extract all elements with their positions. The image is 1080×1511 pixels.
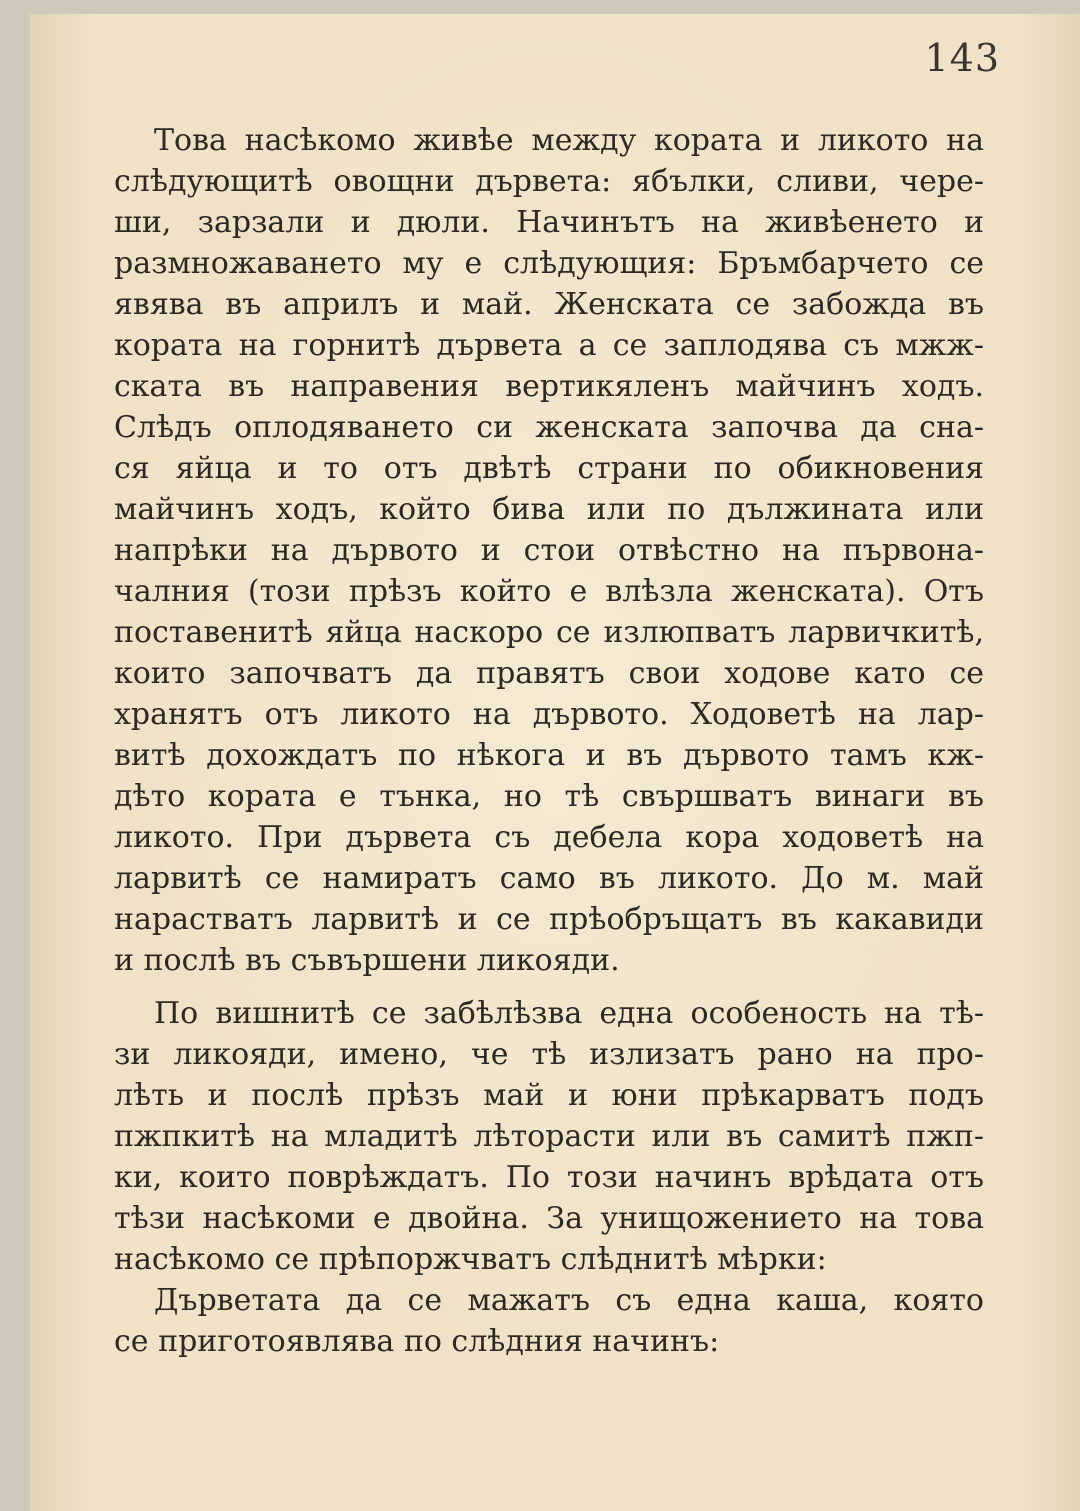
text-line: ликото. При дървета съ дебела кора ходоветѣ на: [114, 820, 984, 855]
text-line: тѣзи насѣкоми е двойна. За унищожението на това: [114, 1201, 984, 1236]
body-text: [114, 120, 984, 1362]
text-line: ся яйца и то отъ двѣтѣ страни по обикновения: [114, 451, 984, 486]
text-line: поставенитѣ яйца наскоро се излюпватъ ларвичкитѣ,: [114, 615, 984, 650]
text-line: нарастватъ ларвитѣ и се прѣобръщатъ въ какавиди: [114, 902, 984, 937]
text-line: зи ликояди, имено, че тѣ излизатъ рано на про-: [114, 1037, 984, 1072]
paragraph: [114, 120, 984, 981]
text-line: явява въ априлъ и май. Женската се забожда въ: [114, 287, 984, 322]
paragraph: [114, 993, 984, 1280]
text-line: Дърветата да се мажатъ съ една каша, която: [154, 1283, 984, 1318]
text-line: кората на горнитѣ дървета а се заплодява съ мжж-: [114, 328, 984, 363]
text-line: Това насѣкомо живѣе между кората и ликото на: [154, 123, 984, 158]
text-line: напрѣки на дървото и стои отвѣстно на първона-: [114, 533, 984, 568]
book-page: [30, 14, 1080, 1511]
text-line: размножаването му е слѣдующия: Бръмбарчето се: [114, 246, 984, 281]
text-line: ската въ направения вертикяленъ майчинъ ходъ.: [114, 369, 984, 404]
text-line: ши, зарзали и дюли. Начинътъ на живѣенето и: [114, 205, 984, 240]
text-line: хранятъ отъ ликото на дървото. Ходоветѣ на лар-: [114, 697, 984, 732]
text-line: майчинъ ходъ, който бива или по дължината или: [114, 492, 984, 527]
text-line: ки, които поврѣждатъ. По този начинъ врѣдата отъ: [114, 1160, 984, 1195]
text-line: витѣ дохождатъ по нѣкога и въ дървото тамъ кж-: [114, 738, 984, 773]
text-line: чалния (този прѣзъ който е влѣзла женската). Отъ: [114, 574, 984, 609]
text-line: ларвитѣ се намиратъ само въ ликото. До м. май: [114, 861, 984, 896]
text-line: се приготоявлява по слѣдния начинъ:: [114, 1324, 720, 1359]
text-line: които започватъ да правятъ свои ходове като се: [114, 656, 984, 691]
text-line: дѣто кората е тънка, но тѣ свършватъ винаги въ: [114, 779, 984, 814]
text-line: лѣть и послѣ прѣзъ май и юни прѣкарватъ подъ: [114, 1078, 984, 1113]
text-line: пжпкитѣ на младитѣ лѣторасти или въ самитѣ пжп-: [114, 1119, 984, 1154]
text-line: насѣкомо се прѣпоржчватъ слѣднитѣ мѣрки:: [114, 1242, 827, 1277]
text-line: и послѣ въ съвършени ликояди.: [114, 943, 620, 978]
text-line: По вишнитѣ се забѣлѣзва една особеность на тѣ-: [154, 996, 984, 1031]
paragraph: [114, 1280, 984, 1362]
page-number: 143: [924, 36, 1000, 80]
text-line: Слѣдъ оплодяването си женската започва да сна-: [114, 410, 984, 445]
text-line: слѣдующитѣ овощни дървета: ябълки, сливи, чере-: [114, 164, 984, 199]
